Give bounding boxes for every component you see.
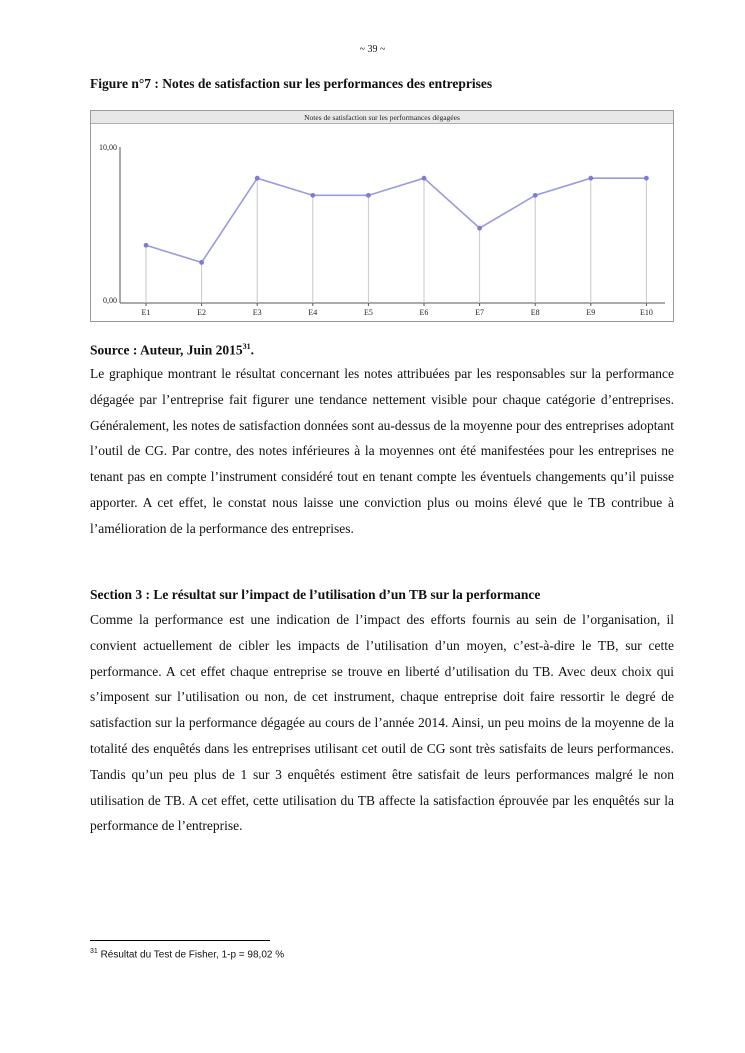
x-tick-label-e9: E9: [586, 308, 596, 317]
data-point-e5: [366, 193, 371, 198]
data-point-e1: [144, 243, 149, 248]
y-tick-label-max: 10,00: [99, 143, 117, 152]
data-point-e4: [310, 193, 315, 198]
footnote-text: Résultat du Test de Fisher, 1-p = 98,02 %: [100, 949, 285, 961]
page-number: ~ 39 ~: [359, 44, 386, 55]
x-tick-label-e2: E2: [197, 308, 207, 317]
x-tick-label-e10: E10: [639, 308, 653, 317]
satisfaction-chart: [90, 110, 674, 322]
x-tick-label-e5: E5: [363, 308, 373, 317]
section-3-title: Section 3 : Le résultat sur l’impact de l’utilisation d’un TB sur la performance: [90, 587, 541, 602]
data-point-e8: [533, 193, 538, 198]
figure-title: Figure n°7 : Notes de satisfaction sur les performances des entreprises: [90, 76, 493, 91]
figure-source: [90, 342, 254, 359]
source-suffix: .: [250, 342, 255, 358]
x-tick-label-e8: E8: [530, 308, 540, 317]
data-point-e7: [477, 226, 482, 231]
chart-frame: [91, 111, 674, 322]
chart-title: Notes de satisfaction sur les performances dégagées: [304, 113, 460, 122]
data-point-e3: [255, 176, 260, 181]
x-tick-label-e7: E7: [475, 308, 485, 317]
paragraph-analysis: Le graphique montrant le résultat concernant les notes attribuées par les responsables sur la performance dégagée par l’entreprise fait figurer une tendance nettement visible pour chaque catégorie d’entreprises. Généralement, les notes de satisfaction données sont au-dessus de la moyenne pour des entreprises adoptant l’outil de CG. Par contre, des notes inférieures à la moyennes ont été manifestées pour les entreprises ne tenant pas en compte l’instrument considéré tout en tenant compte les éventuels changements qu’il puisse apporter. A cet effet, le constat nous laisse une conviction plus ou moins élevé que le TB contribue à l’amélioration de la performance des entreprises.: [90, 366, 674, 536]
source-text: Source : Auteur, Juin 2015: [90, 342, 243, 358]
footnote: [90, 948, 284, 960]
paragraph-section-3: Comme la performance est une indication de l’impact des efforts fournis au sein de l’organisation, il convient actuellement de cibler les impacts de l’utilisation d’un moyen, c’est-à-dire le TB, sur cette performance. A cet effet chaque entreprise se trouve en liberté d’utilisation du TB. Avec deux choix qui s’imposent sur l’utilisation ou non, de cet instrument, chaque entreprise doit faire ressortir le degré de satisfaction sur la performance dégagée au cours de l’année 2014. Ainsi, un peu moins de la moyenne de la totalité des enquêtés dans les entreprises utilisant cet outil de CG sont très satisfaits de leurs performances. Tandis qu’un peu plus de 1 sur 3 enquêtés estiment être satisfait de leurs performances malgré le non utilisation de TB. A cet effet, cette utilisation du TB affecte la satisfaction éprouvée par les enquêtés sur la performance de l’entreprise.: [90, 612, 674, 834]
chart-svg: [90, 110, 674, 322]
x-tick-label-e6: E6: [419, 308, 429, 317]
data-point-e2: [199, 260, 204, 265]
data-point-e9: [588, 176, 593, 181]
footnote-number: 31: [90, 948, 98, 955]
x-tick-label-e1: E1: [141, 308, 151, 317]
x-tick-label-e4: E4: [308, 308, 318, 317]
x-tick-label-e3: E3: [252, 308, 262, 317]
data-point-e10: [644, 176, 649, 181]
data-point-e6: [422, 176, 427, 181]
source-footnote-ref[interactable]: 31: [242, 342, 251, 351]
footnote-separator: [90, 940, 270, 941]
y-tick-label-min: 0,00: [103, 296, 117, 305]
